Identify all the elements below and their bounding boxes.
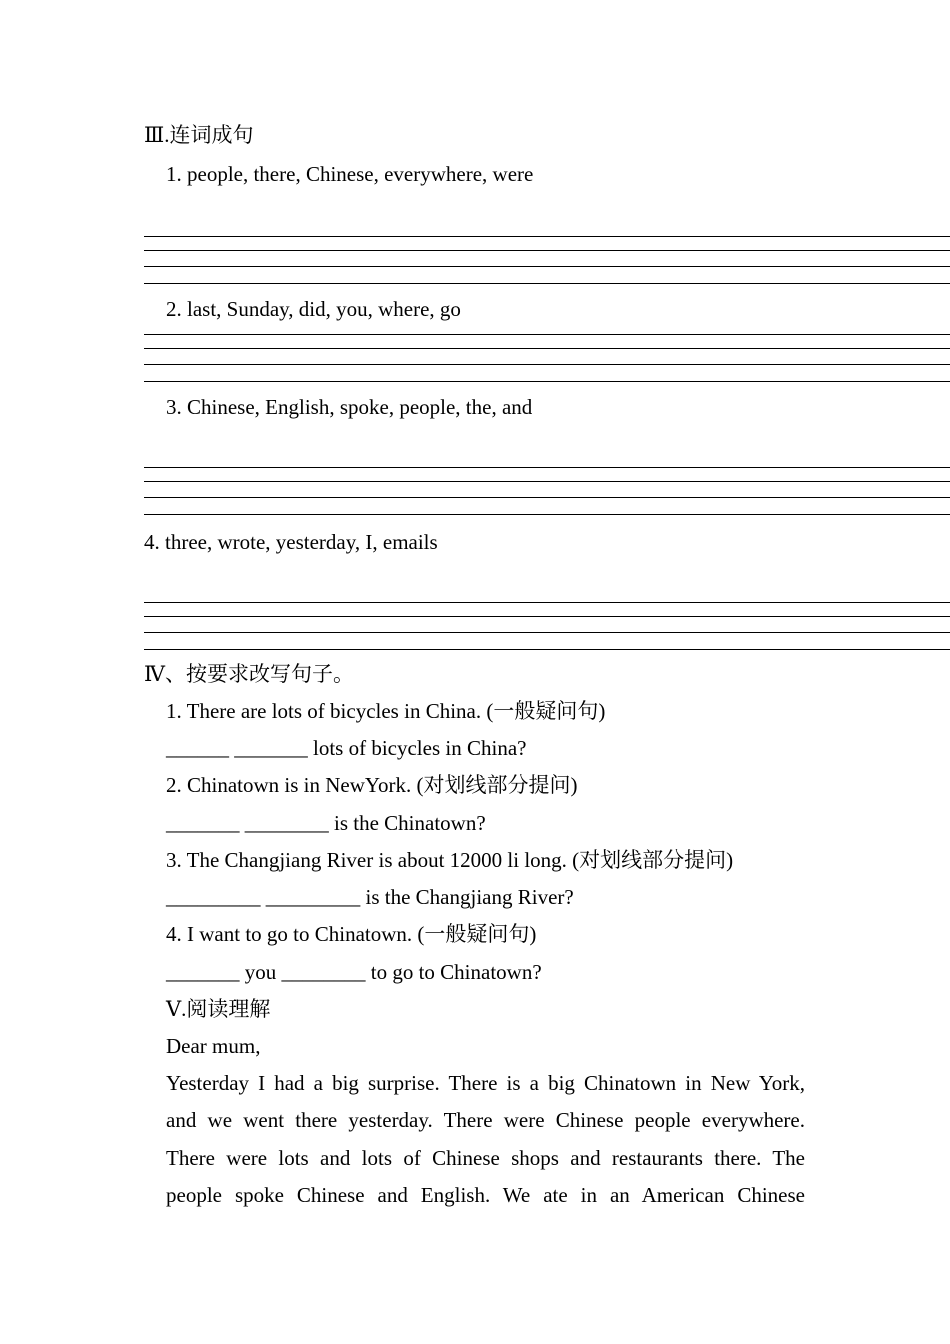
section-4-answer-4: _______ you ________ to go to Chinatown? xyxy=(166,960,542,984)
answer-line xyxy=(144,250,950,251)
answer-line xyxy=(144,236,950,237)
answer-line xyxy=(144,381,950,382)
answer-line xyxy=(144,283,950,284)
answer-line xyxy=(144,467,950,468)
section-5-heading: Ⅴ.阅读理解 xyxy=(166,997,271,1021)
section-3-item-4: 4. three, wrote, yesterday, I, emails xyxy=(144,530,438,554)
section-4-answer-1: ______ _______ lots of bicycles in China? xyxy=(166,736,527,760)
section-4-heading: Ⅳ、按要求改写句子。 xyxy=(144,662,354,686)
passage-line: and we went there yesterday. There were Chinese people everywhere. xyxy=(166,1108,805,1133)
answer-line xyxy=(144,514,950,515)
answer-line xyxy=(144,632,950,633)
section-4-answer-2: _______ ________ is the Chinatown? xyxy=(166,811,486,835)
answer-line xyxy=(144,602,950,603)
answer-line xyxy=(144,481,950,482)
passage-line: There were lots and lots of Chinese shops and restaurants there. The xyxy=(166,1145,805,1170)
answer-line xyxy=(144,497,950,498)
section-3-item-2: 2. last, Sunday, did, you, where, go xyxy=(166,297,461,321)
answer-line xyxy=(144,334,950,335)
section-4-prompt-1: 1. There are lots of bicycles in China. (一般疑问句) xyxy=(166,699,606,723)
answer-line xyxy=(144,348,950,349)
section-3-item-3: 3. Chinese, English, spoke, people, the, and xyxy=(166,395,533,419)
answer-line xyxy=(144,364,950,365)
answer-line xyxy=(144,266,950,267)
section-4-prompt-3: 3. The Changjiang River is about 12000 li long. (对划线部分提问) xyxy=(166,848,734,872)
answer-line xyxy=(144,649,950,650)
answer-line xyxy=(144,616,950,617)
section-4-prompt-2: 2. Chinatown is in NewYork. (对划线部分提问) xyxy=(166,773,578,797)
passage-line: people spoke Chinese and English. We ate in an American Chinese xyxy=(166,1183,805,1208)
letter-greeting: Dear mum, xyxy=(166,1034,261,1058)
section-4-answer-3: _________ _________ is the Changjiang River? xyxy=(166,885,574,909)
reading-passage xyxy=(166,1065,805,1215)
section-3-heading: Ⅲ.连词成句 xyxy=(144,123,254,147)
section-4-prompt-4: 4. I want to go to Chinatown. (一般疑问句) xyxy=(166,922,537,946)
passage-line: Yesterday I had a big surprise. There is a big Chinatown in New York, xyxy=(166,1071,805,1095)
section-3-item-1: 1. people, there, Chinese, everywhere, were xyxy=(166,162,534,186)
